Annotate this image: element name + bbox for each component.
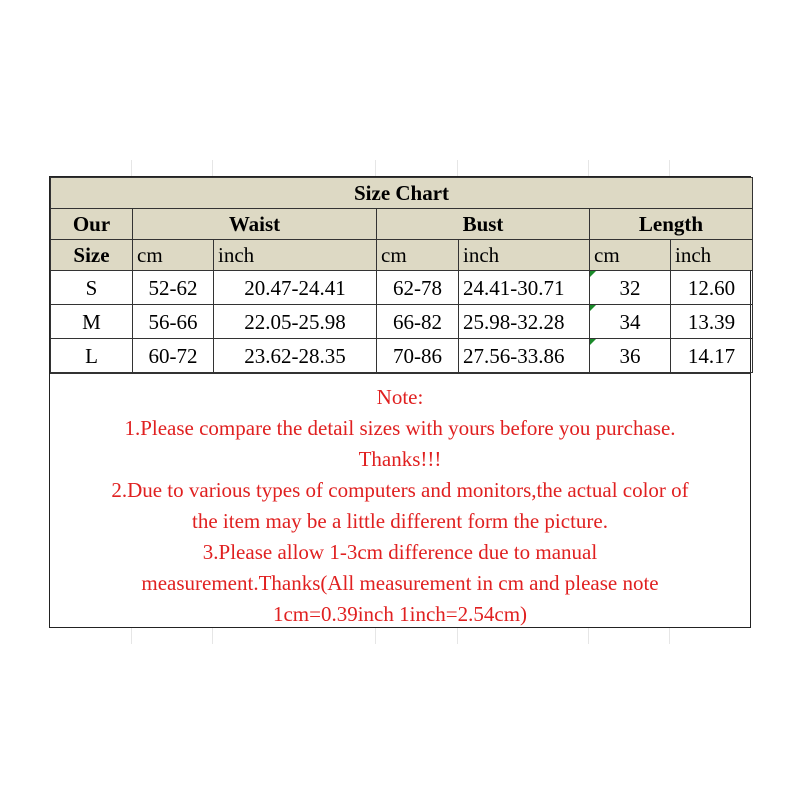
- note-line: the item may be a little different form the picture.: [192, 509, 608, 533]
- bust-inch-cell: 25.98-32.28: [459, 305, 590, 339]
- unit-waist-cm: cm: [133, 240, 214, 271]
- length-cm-cell: 34: [590, 305, 671, 339]
- size-cell: L: [51, 339, 133, 373]
- grid-tick: [588, 160, 589, 176]
- waist-cm-cell: 56-66: [133, 305, 214, 339]
- group-header-row: [51, 209, 753, 240]
- note-line: measurement.Thanks(All measurement in cm and please note: [141, 571, 659, 595]
- grid-tick: [212, 160, 213, 176]
- length-header: Length: [590, 209, 753, 240]
- our-size-label-line1: Our: [51, 209, 133, 240]
- grid-tick: [669, 160, 670, 176]
- grid-tick: [131, 160, 132, 176]
- waist-inch-cell: 22.05-25.98: [214, 305, 377, 339]
- length-inch-cell: 14.17: [671, 339, 753, 373]
- waist-cm-cell: 60-72: [133, 339, 214, 373]
- our-size-label-line2: Size: [51, 240, 133, 271]
- table-row-l: [51, 339, 753, 373]
- length-inch-cell: 12.60: [671, 271, 753, 305]
- grid-tick: [375, 628, 376, 644]
- size-cell: S: [51, 271, 133, 305]
- note-line: 1.Please compare the detail sizes with yours before you purchase.: [124, 416, 676, 440]
- note-line: 1cm=0.39inch 1inch=2.54cm): [272, 602, 528, 626]
- note-line: 3.Please allow 1-3cm difference due to manual: [202, 540, 598, 564]
- size-cell: M: [51, 305, 133, 339]
- grid-tick: [457, 628, 458, 644]
- grid-tick: [212, 628, 213, 644]
- chart-title: Size Chart: [51, 178, 753, 209]
- table-row-s: [51, 271, 753, 305]
- bust-inch-cell: 27.56-33.86: [459, 339, 590, 373]
- waist-inch-cell: 23.62-28.35: [214, 339, 377, 373]
- bust-header: Bust: [377, 209, 590, 240]
- waist-inch-cell: 20.47-24.41: [214, 271, 377, 305]
- bust-cm-cell: 66-82: [377, 305, 459, 339]
- unit-header-row: [51, 240, 753, 271]
- unit-bust-cm: cm: [377, 240, 459, 271]
- title-row: [51, 178, 753, 209]
- grid-tick: [375, 160, 376, 176]
- grid-tick: [457, 160, 458, 176]
- length-cm-cell: 32: [590, 271, 671, 305]
- length-cm-cell: 36: [590, 339, 671, 373]
- bust-cm-cell: 62-78: [377, 271, 459, 305]
- table-row-m: [51, 305, 753, 339]
- unit-length-inch: inch: [671, 240, 753, 271]
- grid-tick: [669, 628, 670, 644]
- note-heading: Note:: [376, 385, 424, 409]
- grid-tick: [588, 628, 589, 644]
- waist-cm-cell: 52-62: [133, 271, 214, 305]
- waist-header: Waist: [133, 209, 377, 240]
- unit-waist-inch: inch: [214, 240, 377, 271]
- size-chart: [49, 176, 751, 628]
- bust-inch-cell: 24.41-30.71: [459, 271, 590, 305]
- unit-bust-inch: inch: [459, 240, 590, 271]
- note-line: Thanks!!!: [358, 447, 442, 471]
- note-line: 2.Due to various types of computers and monitors,the actual color of: [111, 478, 689, 502]
- unit-length-cm: cm: [590, 240, 671, 271]
- bust-cm-cell: 70-86: [377, 339, 459, 373]
- size-chart-table: [50, 177, 753, 373]
- notes-block: [50, 373, 750, 630]
- grid-tick: [131, 628, 132, 644]
- length-inch-cell: 13.39: [671, 305, 753, 339]
